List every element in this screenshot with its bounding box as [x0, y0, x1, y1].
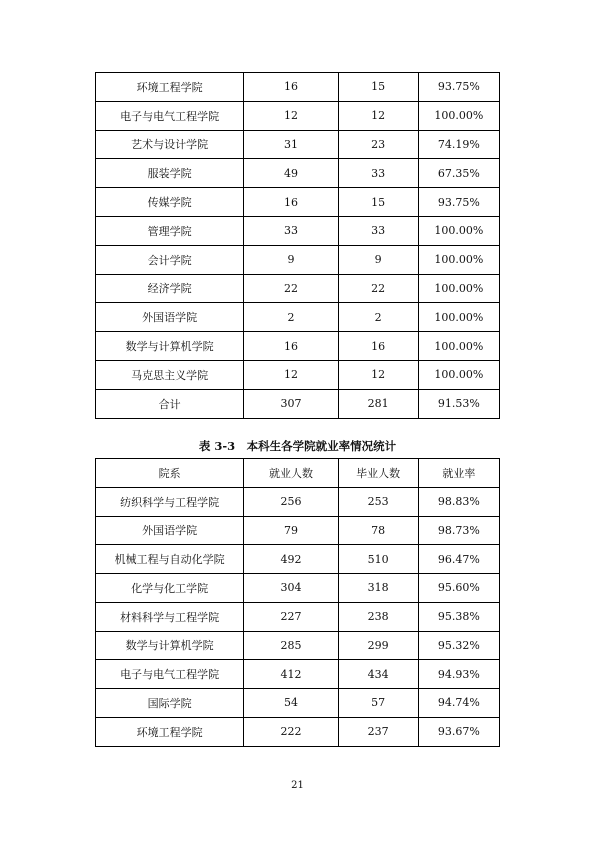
table-row: [96, 574, 500, 603]
table-cell: 16: [244, 332, 338, 361]
table-cell: 95.32%: [418, 631, 499, 660]
table-cell: 9: [338, 245, 418, 274]
table-cell: 95.38%: [418, 602, 499, 631]
table-cell: 16: [244, 188, 338, 217]
table-cell: 412: [244, 660, 338, 689]
table-cell: 510: [338, 545, 418, 574]
table-cell: 94.74%: [418, 689, 499, 718]
table-cell: 222: [244, 717, 338, 746]
table-cell: 16: [338, 332, 418, 361]
table-cell: 57: [338, 689, 418, 718]
table-cell: 100.00%: [418, 303, 499, 332]
table-cell: 材料科学与工程学院: [96, 602, 244, 631]
table-cell: 数学与计算机学院: [96, 631, 244, 660]
table-cell: 93.67%: [418, 717, 499, 746]
header-cell: 院系: [96, 459, 244, 488]
table-cell: 12: [244, 360, 338, 389]
table-cell: 12: [338, 360, 418, 389]
table-cell: 16: [244, 73, 338, 102]
table-cell: 31: [244, 130, 338, 159]
table-cell: 马克思主义学院: [96, 360, 244, 389]
table-row: [96, 487, 500, 516]
table-cell: 98.73%: [418, 516, 499, 545]
table-cell: 化学与化工学院: [96, 574, 244, 603]
table-cell: 33: [338, 216, 418, 245]
table-cell: 93.75%: [418, 73, 499, 102]
table-cell: 238: [338, 602, 418, 631]
table-cell: 15: [338, 188, 418, 217]
table-cell: 15: [338, 73, 418, 102]
table-cell: 100.00%: [418, 332, 499, 361]
table-row: [96, 602, 500, 631]
table-cell: 23: [338, 130, 418, 159]
table-row: [96, 332, 500, 361]
table-cell: 外国语学院: [96, 303, 244, 332]
employment-table-continued: [95, 72, 500, 419]
table-cell: 33: [338, 159, 418, 188]
table-cell: 304: [244, 574, 338, 603]
table-cell: 227: [244, 602, 338, 631]
header-cell: 就业人数: [244, 459, 338, 488]
table-cell: 256: [244, 487, 338, 516]
table-cell: 299: [338, 631, 418, 660]
table-cell: 100.00%: [418, 101, 499, 130]
table-cell: 67.35%: [418, 159, 499, 188]
table-row: [96, 245, 500, 274]
table-cell: 电子与电气工程学院: [96, 101, 244, 130]
table-cell: 95.60%: [418, 574, 499, 603]
table-row: [96, 516, 500, 545]
undergraduate-employment-table: [95, 458, 500, 747]
table-cell: 100.00%: [418, 245, 499, 274]
table-row: [96, 360, 500, 389]
table-cell: 307: [244, 389, 338, 418]
table-cell: 电子与电气工程学院: [96, 660, 244, 689]
table-row: [96, 689, 500, 718]
table-cell: 环境工程学院: [96, 717, 244, 746]
table-cell: 纺织科学与工程学院: [96, 487, 244, 516]
table-row: [96, 130, 500, 159]
table-cell: 22: [244, 274, 338, 303]
table-row: [96, 216, 500, 245]
table-cell: 22: [338, 274, 418, 303]
table-row: [96, 188, 500, 217]
table-cell: 54: [244, 689, 338, 718]
table-cell: 9: [244, 245, 338, 274]
table-row: [96, 274, 500, 303]
table-cell: 237: [338, 717, 418, 746]
table-row: [96, 717, 500, 746]
table-cell: 国际学院: [96, 689, 244, 718]
table-cell: 传媒学院: [96, 188, 244, 217]
table-cell: 94.93%: [418, 660, 499, 689]
table-cell: 合计: [96, 389, 244, 418]
table-cell: 318: [338, 574, 418, 603]
table-cell: 100.00%: [418, 360, 499, 389]
table-cell: 机械工程与自动化学院: [96, 545, 244, 574]
table-cell: 91.53%: [418, 389, 499, 418]
table-cell: 2: [244, 303, 338, 332]
table-row: [96, 303, 500, 332]
table-cell: 434: [338, 660, 418, 689]
table-row: [96, 660, 500, 689]
table-row: [96, 389, 500, 418]
table-row: [96, 631, 500, 660]
page-number: 21: [291, 780, 304, 791]
table-cell: 会计学院: [96, 245, 244, 274]
table-cell: 93.75%: [418, 188, 499, 217]
table-cell: 492: [244, 545, 338, 574]
table-cell: 49: [244, 159, 338, 188]
table-cell: 数学与计算机学院: [96, 332, 244, 361]
table-cell: 74.19%: [418, 130, 499, 159]
table-cell: 33: [244, 216, 338, 245]
table-cell: 12: [338, 101, 418, 130]
table-row: [96, 545, 500, 574]
table-cell: 管理学院: [96, 216, 244, 245]
table-cell: 经济学院: [96, 274, 244, 303]
header-cell: 就业率: [418, 459, 499, 488]
table-cell: 100.00%: [418, 216, 499, 245]
table-header-row: [96, 459, 500, 488]
table-cell: 艺术与设计学院: [96, 130, 244, 159]
table-row: [96, 73, 500, 102]
table-cell: 281: [338, 389, 418, 418]
table-cell: 285: [244, 631, 338, 660]
table-row: [96, 101, 500, 130]
table-caption: 表 3-3 本科生各学院就业率情况统计: [198, 439, 397, 453]
table-row: [96, 159, 500, 188]
table-cell: 98.83%: [418, 487, 499, 516]
table-cell: 79: [244, 516, 338, 545]
table-cell: 253: [338, 487, 418, 516]
table-cell: 外国语学院: [96, 516, 244, 545]
table-cell: 2: [338, 303, 418, 332]
table-cell: 78: [338, 516, 418, 545]
table-cell: 环境工程学院: [96, 73, 244, 102]
table-cell: 12: [244, 101, 338, 130]
table-cell: 100.00%: [418, 274, 499, 303]
table-cell: 96.47%: [418, 545, 499, 574]
header-cell: 毕业人数: [338, 459, 418, 488]
table-cell: 服装学院: [96, 159, 244, 188]
